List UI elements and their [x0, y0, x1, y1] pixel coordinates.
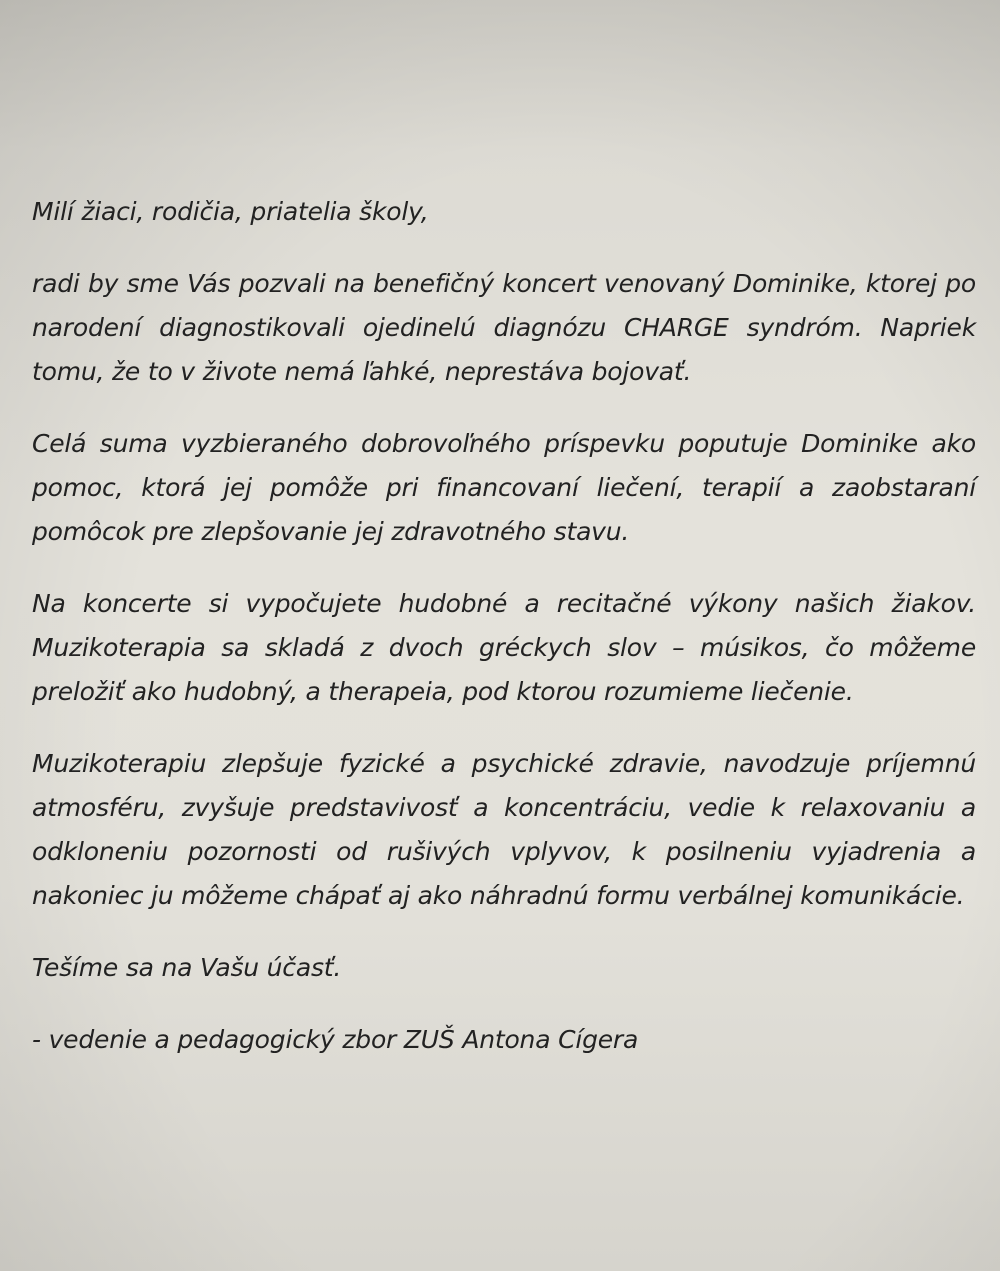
paragraph-donation: Celá suma vyzbieraného dobrovoľného príspevku poputuje Dominike ako pomoc, ktorá jej pomôže pri financovaní liečení, terapií a zaobstaraní pomôcok pre zlepšovanie jej zdravotného stavu.	[32, 429, 976, 546]
paragraph-concert: Na koncerte si vypočujete hudobné a recitačné výkony našich žiakov. Muzikoterapia sa skladá z dvoch gréckych slov – músikos, čo môžeme preložiť ako hudobný, a therapeia, pod ktorou rozumieme liečenie.	[32, 589, 976, 706]
letter-signature: - vedenie a pedagogický zbor ZUŠ Antona Cígera	[32, 1025, 639, 1054]
letter-greeting: Milí žiaci, rodičia, priatelia školy,	[32, 197, 429, 226]
letter-body	[32, 190, 976, 1090]
letter-closing: Tešíme sa na Vašu účasť.	[32, 953, 342, 982]
paragraph-invitation: radi by sme Vás pozvali na benefičný koncert venovaný Dominike, ktorej po narodení diagnostikovali ojedinelú diagnózu CHARGE syndróm. Napriek tomu, že to v živote nemá ľahké, neprestáva bojovať.	[32, 269, 976, 386]
paragraph-music-therapy: Muzikoterapiu zlepšuje fyzické a psychické zdravie, navodzuje príjemnú atmosféru, zvyšuje predstavivosť a koncentráciu, vedie k relaxovaniu a odkloneniu pozornosti od rušivých vplyvov, k posilneniu vyjadrenia a nakoniec ju môžeme chápať aj ako náhradnú formu verbálnej komunikácie.	[32, 749, 976, 910]
